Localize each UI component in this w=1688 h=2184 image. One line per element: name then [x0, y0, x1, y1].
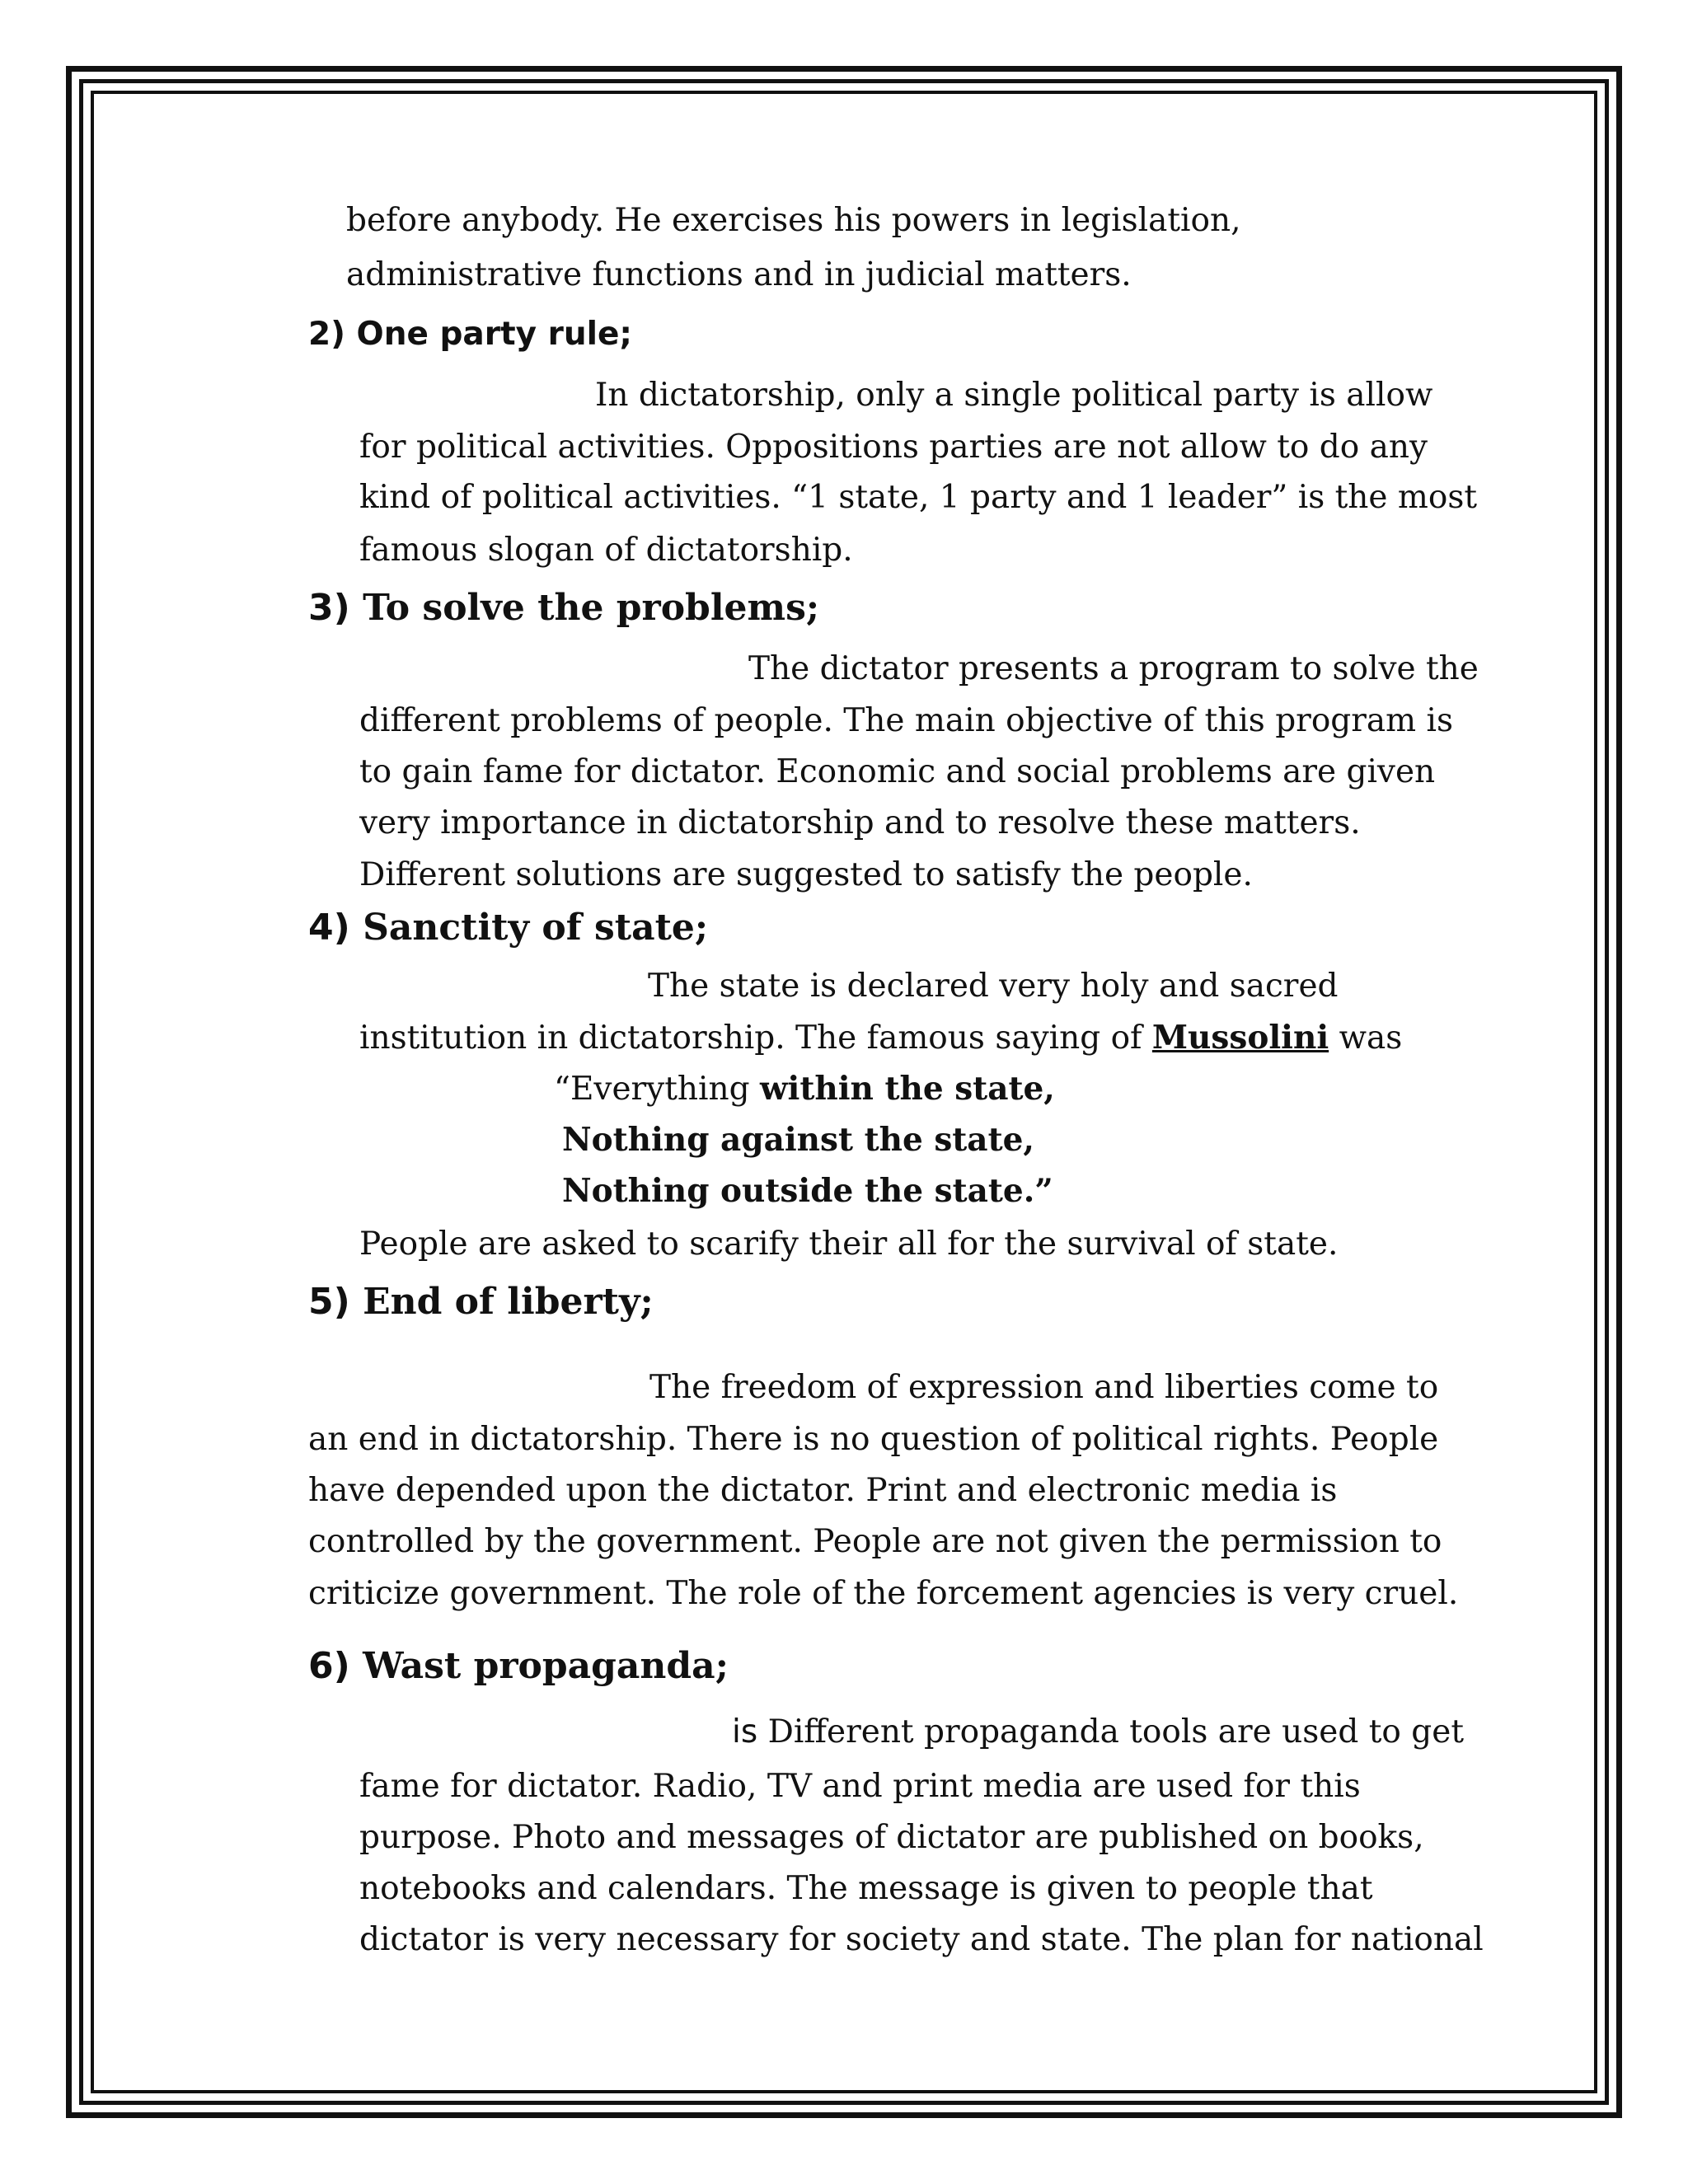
paragraph-text: was	[1339, 1019, 1403, 1057]
quote-line: Nothing against the state,	[562, 1121, 1034, 1159]
paragraph-line: controlled by the government. People are not given the permission to	[308, 1523, 1442, 1560]
section-number: 4)	[308, 907, 350, 949]
section-number: 5)	[308, 1281, 350, 1323]
paragraph-line: In dictatorship, only a single political party is allow	[595, 377, 1433, 414]
quote-open: “Everything	[554, 1071, 750, 1108]
paragraph-line: The freedom of expression and liberties come to	[649, 1369, 1439, 1406]
section-number: 2)	[308, 316, 345, 353]
section-number: 3)	[308, 587, 350, 629]
section-title: Sanctity of state;	[363, 907, 709, 949]
paragraph-line: notebooks and calendars. The message is given to people that	[359, 1870, 1373, 1907]
lead-word: is	[732, 1713, 758, 1750]
paragraph-line	[732, 1713, 1464, 1750]
quote-text: within the state,	[759, 1070, 1055, 1108]
paragraph-line: famous slogan of dictatorship.	[359, 532, 853, 569]
paragraph-line: criticize government. The role of the forcement agencies is very cruel.	[308, 1575, 1459, 1612]
mussolini-name: Mussolini	[1151, 1019, 1329, 1057]
section-heading-one-party-rule	[308, 316, 633, 353]
paragraph-line: People are asked to scarify their all for the survival of state.	[359, 1226, 1339, 1263]
paragraph-line: an end in dictatorship. There is no question of political rights. People	[308, 1421, 1439, 1458]
paragraph-line: have depended upon the dictator. Print and electronic media is	[308, 1472, 1338, 1509]
paragraph-text: institution in dictatorship. The famous saying of	[359, 1019, 1142, 1057]
section-title: One party rule;	[356, 316, 633, 353]
paragraph-line: fame for dictator. Radio, TV and print media are used for this	[359, 1768, 1361, 1805]
section-heading-sanctity-of-state	[308, 907, 709, 949]
paragraph-line: different problems of people. The main objective of this program is	[359, 702, 1454, 739]
paragraph-line: Different solutions are suggested to satisfy the people.	[359, 856, 1253, 893]
paragraph-line: very importance in dictatorship and to resolve these matters.	[359, 804, 1361, 841]
paragraph-line: to gain fame for dictator. Economic and social problems are given	[359, 753, 1436, 790]
paragraph-line: kind of political activities. “1 state, 1 party and 1 leader” is the most	[359, 479, 1478, 516]
section-title: End of liberty;	[363, 1281, 654, 1323]
section-title: To solve the problems;	[363, 587, 820, 629]
paragraph-text: Different propaganda tools are used to get	[767, 1713, 1464, 1750]
paragraph-line: administrative functions and in judicial matters.	[346, 256, 1132, 293]
paragraph-line: dictator is very necessary for society and state. The plan for national	[359, 1921, 1484, 1958]
paragraph-line: The state is declared very holy and sacred	[648, 968, 1339, 1005]
paragraph-line: The dictator presents a program to solve the	[748, 650, 1479, 687]
section-heading-to-solve-the-problems	[308, 587, 820, 629]
paragraph-line: before anybody. He exercises his powers in legislation,	[346, 202, 1241, 239]
paragraph-line: purpose. Photo and messages of dictator are published on books,	[359, 1819, 1424, 1856]
section-number: 6)	[308, 1645, 350, 1687]
quote-line	[554, 1070, 1055, 1108]
section-heading-wast-propaganda	[308, 1645, 729, 1687]
paragraph-line	[359, 1019, 1403, 1057]
paragraph-line: for political activities. Oppositions parties are not allow to do any	[359, 429, 1428, 466]
section-heading-end-of-liberty	[308, 1281, 654, 1323]
section-title: Wast propaganda;	[363, 1645, 729, 1687]
quote-line: Nothing outside the state.”	[562, 1172, 1053, 1210]
